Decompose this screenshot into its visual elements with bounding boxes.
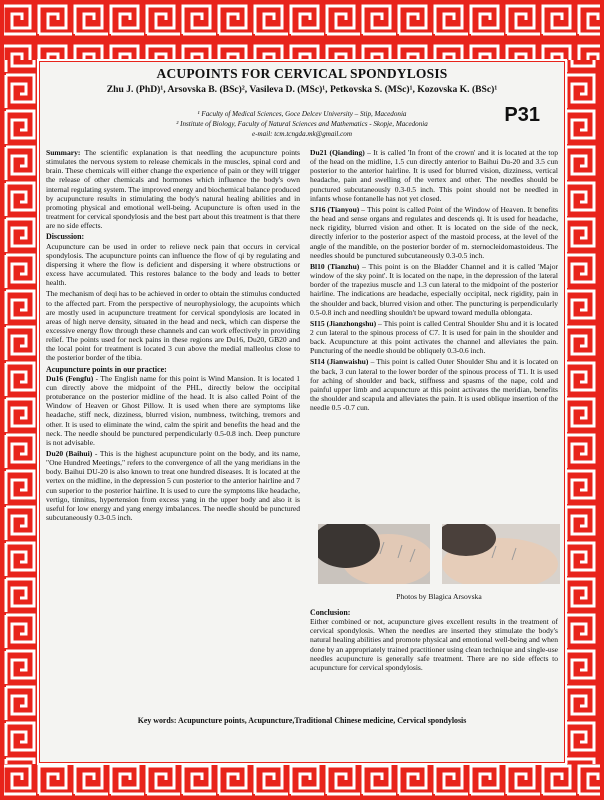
sj16-text: – This point is called Point of the Window of Heaven. It benefits the head and sense organs and regulates and descends qi. It is used for headache, neck rigidity, blurred vision and other. It is located on the side of the neck, directly inferior to the posterior aspect of the mastoid process, at the level of the angle of the mandible, on the posterior border of m. sternocleidomastoideus. The needles should be punctured subcutaneously 0.3-0.5 inch. [310, 204, 558, 260]
poster-code: P31 [504, 104, 540, 126]
bl10-text: – This point is on the Bladder Channel and it is called 'Major window of the sky point'. It is located on the nape, in the depression of the lateral border of the trapezius muscle and 1.3 cun lateral to the midpoint of the posterior hairline. The indications are headache, especially occipital, neck rigidity, pain in the shoulder and back, blurred vision and other. The puncturing is perpendicularly 0.5-0.8 inch and needling shouldn't be upward toward medulla oblongata. [310, 261, 558, 317]
du16-paragraph [46, 374, 300, 447]
du16-text: - The English name for this point is Wind Mansion. It is located 1 cun directly above the midpoint of the PHL, directly below the occipital protuberance on the posterior midline of the head. It is also called Point of the Window of Heaven or Ghost Pillow. It is used when there are symptoms like headache, stiff neck, dizziness, blurred vision, numbness, twitching, tremors and other. It is used to eliminate the wind, calm the spirit and benefits the head and the neck. The needle should be punctured perpendicularly 0.5-0.8 inch. Deep puncture is not advisable. [46, 373, 301, 447]
du20-term: Du20 (Baihui) [46, 449, 93, 458]
affiliation-1: ¹ Faculty of Medical Sciences, Goce Delcev University – Stip, Macedonia [197, 110, 407, 118]
authors: Zhu J. (PhD)¹, Arsovska B. (BSc)², Vasileva D. (MSc)¹, Petkovska S. (MSc)¹, Kozovska K. (BSc)¹ [106, 84, 498, 95]
si15-paragraph [310, 319, 558, 356]
poster-title: ACUPOINTS FOR CERVICAL SPONDYLOSIS [156, 66, 448, 81]
keywords: Key words: Acupuncture points, Acupuncture,Traditional Chinese medicine, Cervical spondylosis [137, 716, 467, 725]
discussion-paragraph-1: Acupuncture can be used in order to relieve neck pain that occurs in cervical spondylosis. The acupuncture points can influence the flow of qi by regulating and dispersing it where the flow is deficient and dispersing it where obstructions or excess have accumulated. This restores balance to the body and leads to better health. [46, 241, 300, 288]
acupuncture-photos [314, 524, 564, 584]
neck-needling-photo-1 [318, 524, 430, 584]
conclusion-section [310, 606, 558, 674]
si14-term: SI14 (Jianwaishu) [310, 357, 369, 367]
du20-paragraph [46, 449, 300, 522]
si14-text: – This point is called Outer Shoulder Shu and it is located on the back, 3 cun lateral to the lower border of the spinous process of T1. It is used for aching of shoulder and back, stiffness and spasms of the nape, cold and painful upper limb and acupuncture at this point activates the meridian, benefits the shoulder and scapula and alleviates the pain. It is used oblique insertion of the needle 0.5 -0.7 cun. [310, 357, 558, 413]
du21-paragraph [310, 148, 558, 203]
content-panel [40, 62, 564, 762]
discussion-paragraph-2: The mechanism of deqi has to be achieved in order to obtain the stimulus conducted to the affected part. From the perspective of neurophysiology, the acupoints which are mostly used in acupuncture treatment for cervical spondylosis are located in areas of high nerve density, situated in the head and neck, which can disperse the excessive energy flow through these channels and can work effectively in providing relief. The points used for neck pains in these regions are Du16, Du20, GB20 and the local point for treatment is located 3 cun above the medial malleolus close to the posterior border of the tibia. [46, 289, 301, 363]
summary [46, 148, 300, 230]
sj16-term: SJ16 (Tianyou) [310, 204, 360, 214]
summary-text: The scientific explanation is that needling the acupuncture points stimulates the nervous system to release chemicals in the muscles, spinal cord and brain. These chemicals will either change the experience of pain or they will trigger the release of other chemicals and hormones which influence the body's own internal regulating system. The improved energy and biochemical balance produced by acupuncture results in stimulating the body's natural healing abilities and in promoting physical and emotional well-being. Acupuncture is often used in the treatment for cervical spondylosis and the best part about this treatment is that there are no side effects. [46, 148, 300, 231]
conclusion-text: Either combined or not, acupuncture gives excellent results in the treatment of cervical spondylosis. When the needles are inserted they stimulate the body's natural healing abilities and promote physical and emotional well-being and when done by an appropriately trained practitioner using clean technique and single-use needles acupuncture is generally safe treatment. There are no side effects to acupuncture for cervical spondylosis. [310, 617, 558, 672]
du16-term: Du16 (Fengfu) [46, 373, 94, 383]
du20-text: - This is the highest acupuncture point on the body, and its name, "One Hundred Meetings," refers to the convergence of all the yang meridians in the body. Baihui DU-20 is also known to treat one hundred diseases. It is located at the vertex on the midline, in the depression 5 cun posterior to the anterior hairline and 7 cun superior to the posterior hairline. It is used to cure the symptoms like headache, vertigo, tinnitus, hypertension from excess yang in the upper body and also it is useful for low energy and yang energy imbalances. The needle should be punctured subcutaneously 0.3-0.5 inch. [46, 449, 301, 523]
discussion-heading: Discussion: [46, 232, 85, 242]
photo-caption: Photos by Blagica Arsovska [396, 592, 482, 601]
email: e-mail: tcm.tcngda.mk@gmail.com [252, 130, 352, 138]
du21-term: Du21 (Qianding) [310, 148, 365, 157]
neck-needling-photo-2 [442, 524, 560, 584]
bl10-term: Bl10 (Tianzhu) [310, 261, 360, 271]
si14-paragraph [310, 357, 558, 412]
du21-text: – It is called 'In front of the crown' and it is located at the top of the head on the midline, 1.5 cun directly anterior to Baihui Du-20 and 3.5 cun posterior to the anterior hairline. It is used for blurred vision, dizziness, vertical headache, pain and swelling of the vertex and other. The needles should be punctured subcutaneously 0.3-0.5 inch. This point should not be needled in infants whose fontanelle has not yet closed. [310, 148, 559, 203]
summary-label: Summary: [46, 148, 81, 157]
affiliation-2: ² Institute of Biology, Faculty of Natural Sciences and Mathematics - Skopje, Macedonia [176, 120, 428, 128]
si15-term: SI15 (Jianzhongshu) [310, 318, 377, 328]
conclusion-heading: Conclusion: [310, 608, 351, 617]
points-heading: Acupuncture points in our practice: [46, 364, 167, 374]
si15-text: – This point is called Central Shoulder Shu and it is located 2 cun lateral to the spinous process of C7. It is used for pain in the shoulder and back. Acupuncture at this point activates the channel and alleviates the pain. Puncturing of the needle should be obliquely 0.3-0.6 inch. [310, 318, 558, 356]
sj16-paragraph [310, 205, 558, 260]
left-column [46, 148, 300, 524]
right-column [310, 148, 558, 414]
bl10-paragraph [310, 262, 558, 317]
